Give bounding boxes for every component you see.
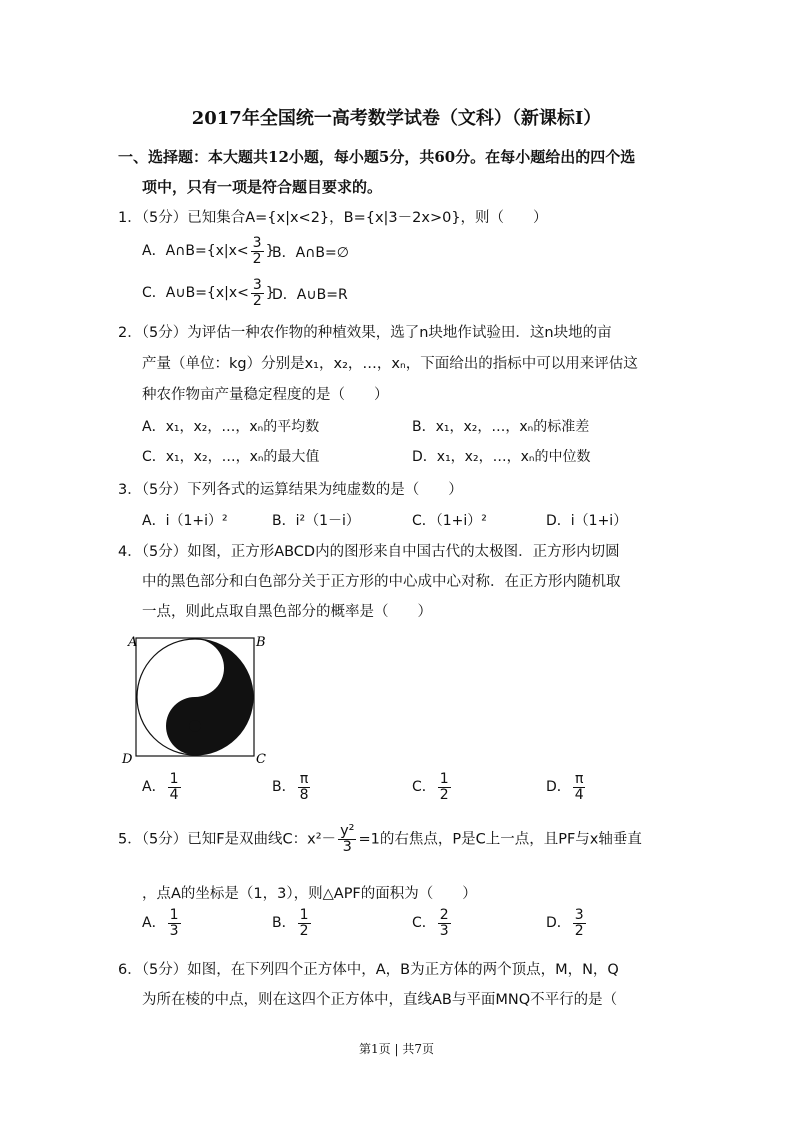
q3-option-a: A．i（1+i）²: [142, 513, 228, 529]
q5-option-c: [412, 908, 453, 938]
q2-option-a: A．x₁，x₂，…，xₙ的平均数: [142, 419, 320, 435]
q4-option-d: [546, 772, 588, 802]
q1-option-c-suffix: }: [265, 285, 275, 302]
q5-hyperbola-fraction: [338, 824, 356, 855]
q3-stem: 3．（5分）下列各式的运算结果为纯虚数的是（ ）: [118, 482, 463, 498]
fraction-denominator: 2: [574, 922, 584, 939]
q1-option-d: D．A∪B=R: [272, 287, 348, 303]
q3-option-d: D．i（1+i）: [546, 513, 628, 529]
q4-option-b-fraction: [298, 772, 311, 802]
q1-option-c: [142, 278, 275, 308]
fraction-denominator: 3: [342, 839, 352, 856]
fraction-numerator: 1: [169, 907, 179, 923]
q4-option-a-prefix: A．: [142, 779, 166, 796]
fraction-denominator: 4: [169, 786, 179, 803]
vertex-label-c: C: [256, 752, 266, 767]
q1-option-a-fraction: [251, 236, 264, 266]
q5-stem-prefix: 5．（5分）已知F是双曲线C：x²－: [118, 831, 337, 848]
q5-option-d: [546, 908, 588, 938]
q1-option-c-fraction: [251, 278, 264, 308]
vertex-label-a: A: [128, 635, 138, 650]
fraction-numerator: y²: [340, 823, 355, 839]
fraction-denominator: 8: [299, 786, 309, 803]
q4-stem-line3: 一点，则此点取自黑色部分的概率是（ ）: [142, 604, 432, 620]
q5-option-b-prefix: B．: [272, 915, 296, 932]
q5-option-c-fraction: [438, 908, 451, 938]
fraction-numerator: 1: [169, 771, 179, 787]
fraction-numerator: 2: [439, 907, 449, 923]
q2-stem-line2: 产量（单位：kg）分别是x₁，x₂，…，xₙ，下面给出的指标中可以用来评估这: [142, 356, 638, 372]
q2-option-d: D．x₁，x₂，…，xₙ的中位数: [412, 449, 591, 465]
q2-stem-line3: 种农作物亩产量稳定程度的是（ ）: [142, 387, 389, 403]
q4-option-b: [272, 772, 313, 802]
q1-option-a: [142, 236, 275, 266]
q5-option-d-fraction: [573, 908, 586, 938]
q5-option-a: [142, 908, 183, 938]
q5-option-d-prefix: D．: [546, 915, 571, 932]
q6-stem-line2: 为所在棱的中点，则在这四个正方体中，直线AB与平面MNQ不平行的是（: [142, 992, 618, 1008]
q2-option-b: B．x₁，x₂，…，xₙ的标准差: [412, 419, 590, 435]
fraction-denominator: 2: [439, 786, 449, 803]
fraction-denominator: 2: [252, 250, 262, 267]
q4-option-b-prefix: B．: [272, 779, 296, 796]
vertex-label-d: D: [122, 752, 133, 767]
q4-option-c: [412, 772, 453, 802]
fraction-numerator: 3: [252, 277, 262, 293]
fraction-denominator: 3: [169, 922, 179, 939]
q5-option-b: [272, 908, 313, 938]
q5-option-c-prefix: C．: [412, 915, 436, 932]
black-dot: [189, 720, 201, 732]
fraction-numerator: 3: [574, 907, 584, 923]
fraction-numerator: π: [299, 771, 309, 787]
q4-option-a-fraction: [168, 772, 181, 802]
q5-stem-line2: ，点A的坐标是（1，3），则△APF的面积为（ ）: [142, 886, 477, 902]
fraction-numerator: 3: [252, 235, 262, 251]
q4-option-d-prefix: D．: [546, 779, 571, 796]
q4-option-c-prefix: C．: [412, 779, 436, 796]
fraction-denominator: 2: [252, 292, 262, 309]
fraction-numerator: 1: [439, 771, 449, 787]
fraction-denominator: 3: [439, 922, 449, 939]
q4-stem-line2: 中的黑色部分和白色部分关于正方形的中心成中心对称．在正方形内随机取: [142, 574, 621, 590]
q2-option-c: C．x₁，x₂，…，xₙ的最大值: [142, 449, 320, 465]
fraction-numerator: 1: [299, 907, 309, 923]
q2-stem-line1: 2．（5分）为评估一种农作物的种植效果，选了n块地作试验田．这n块地的亩: [118, 325, 612, 341]
q4-option-a: [142, 772, 183, 802]
vertex-label-b: B: [256, 635, 266, 650]
section-heading-line1: 一、选择题：本大题共12小题，每小题5分，共60分。在每小题给出的四个选: [118, 148, 636, 166]
q6-stem-line1: 6．（5分）如图，在下列四个正方体中，A，B为正方体的两个顶点，M，N，Q: [118, 962, 619, 978]
q4-stem-line1: 4．（5分）如图，正方形ABCD内的图形来自中国古代的太极图．正方形内切圆: [118, 544, 620, 560]
q3-option-b: B．i²（1－i）: [272, 513, 360, 529]
q5-option-a-prefix: A．: [142, 915, 166, 932]
q1-option-c-prefix: C．A∪B={x|x<: [142, 285, 249, 302]
q4-option-c-fraction: [438, 772, 451, 802]
white-dot: [189, 662, 201, 674]
taiji-figure: [120, 628, 270, 768]
fraction-denominator: 4: [574, 786, 584, 803]
q5-stem-line1: [118, 824, 642, 855]
q3-option-c: C．（1+i）²: [412, 513, 487, 529]
q5-option-a-fraction: [168, 908, 181, 938]
q1-option-a-suffix: }: [265, 243, 275, 260]
q4-option-d-fraction: [573, 772, 586, 802]
q1-option-b: B．A∩B=∅: [272, 245, 349, 261]
q1-option-a-prefix: A．A∩B={x|x<: [142, 243, 249, 260]
q5-option-b-fraction: [298, 908, 311, 938]
fraction-numerator: π: [575, 771, 584, 787]
q5-stem-suffix: =1的右焦点，P是C上一点，且PF与x轴垂直: [358, 831, 642, 848]
fraction-denominator: 2: [299, 922, 309, 939]
page-title: 2017年全国统一高考数学试卷（文科）（新课标Ⅰ）: [191, 108, 602, 129]
page-footer: 第1页 | 共7页: [359, 1042, 434, 1056]
section-heading-line2: 项中，只有一项是符合题目要求的。: [142, 178, 383, 196]
q1-stem: 1．（5分）已知集合A={x|x<2}，B={x|3－2x>0}，则（ ）: [118, 210, 548, 226]
